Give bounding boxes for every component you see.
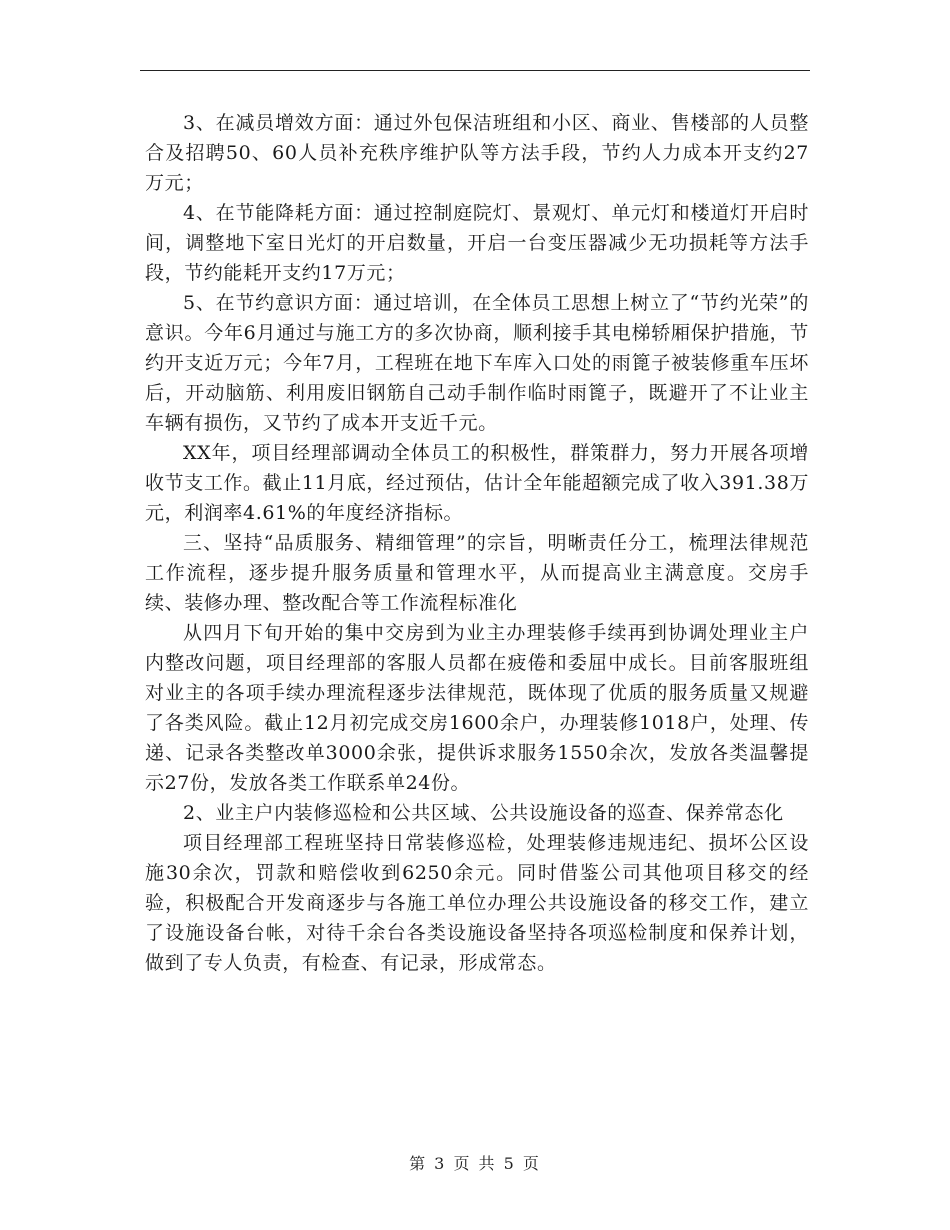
header-rule (140, 70, 810, 71)
paragraph-customer-service: 从四月下旬开始的集中交房到为业主办理装修手续再到协调处理业主户内整改问题，项目经理部的客服人员都在疲倦和委屈中成长。目前客服班组对业主的各项手续办理流程逐步法律规范，既体现了优质的服务质量又规避了各类风险。截止12月初完成交房1600余户，办理装修1018户，处理、传递、记录各类整改单3000余张，提供诉求服务1550余次，发放各类温馨提示27份，发放各类工作联系单24份。 (145, 622, 809, 794)
paragraph-section-three-heading: 三、坚持“品质服务、精细管理”的宗旨，明晰责任分工，梳理法律规范工作流程，逐步提升服务质量和管理水平，从而提高业主满意度。交房手续、装修办理、整改配合等工作流程标准化 (145, 532, 809, 614)
paragraph-annual-summary: XX年，项目经理部调动全体员工的积极性，群策群力，努力开展各项增收节支工作。截止11月底，经过预估，估计全年能超额完成了收入391.38万元，利润率4.61%的年度经济指标。 (145, 442, 809, 524)
document-body (145, 108, 809, 978)
paragraph-energy-saving: 4、在节能降耗方面：通过控制庭院灯、景观灯、单元灯和楼道灯开启时间，调整地下室日光灯的开启数量，开启一台变压器减少无功损耗等方法手段，节约能耗开支约17万元； (145, 202, 809, 284)
paragraph-inspection-heading: 2、业主户内装修巡检和公共区域、公共设施设备的巡查、保养常态化 (183, 802, 784, 824)
paragraph-staff-efficiency: 3、在减员增效方面：通过外包保洁班组和小区、商业、售楼部的人员整合及招聘50、60人员补充秩序维护队等方法手段，节约人力成本开支约27万元； (145, 112, 809, 194)
paragraph-engineering-inspection: 项目经理部工程班坚持日常装修巡检，处理装修违规违纪、损坏公区设施30余次，罚款和赔偿收到6250余元。同时借鉴公司其他项目移交的经验，积极配合开发商逐步与各施工单位办理公共设施设备的移交工作，建立了设施设备台帐，对待千余台各类设施设备坚持各项巡检制度和保养计划，做到了专人负责，有检查、有记录，形成常态。 (145, 832, 809, 974)
page-footer: 第 3 页 共 5 页 (409, 1154, 541, 1173)
paragraph-saving-awareness: 5、在节约意识方面：通过培训，在全体员工思想上树立了“节约光荣”的意识。今年6月通过与施工方的多次协商，顺利接手其电梯轿厢保护措施，节约开支近万元；今年7月，工程班在地下车库入口处的雨篦子被装修重车压坏后，开动脑筋、利用废旧钢筋自己动手制作临时雨篦子，既避开了不让业主车辆有损伤，又节约了成本开支近千元。 (145, 292, 809, 434)
